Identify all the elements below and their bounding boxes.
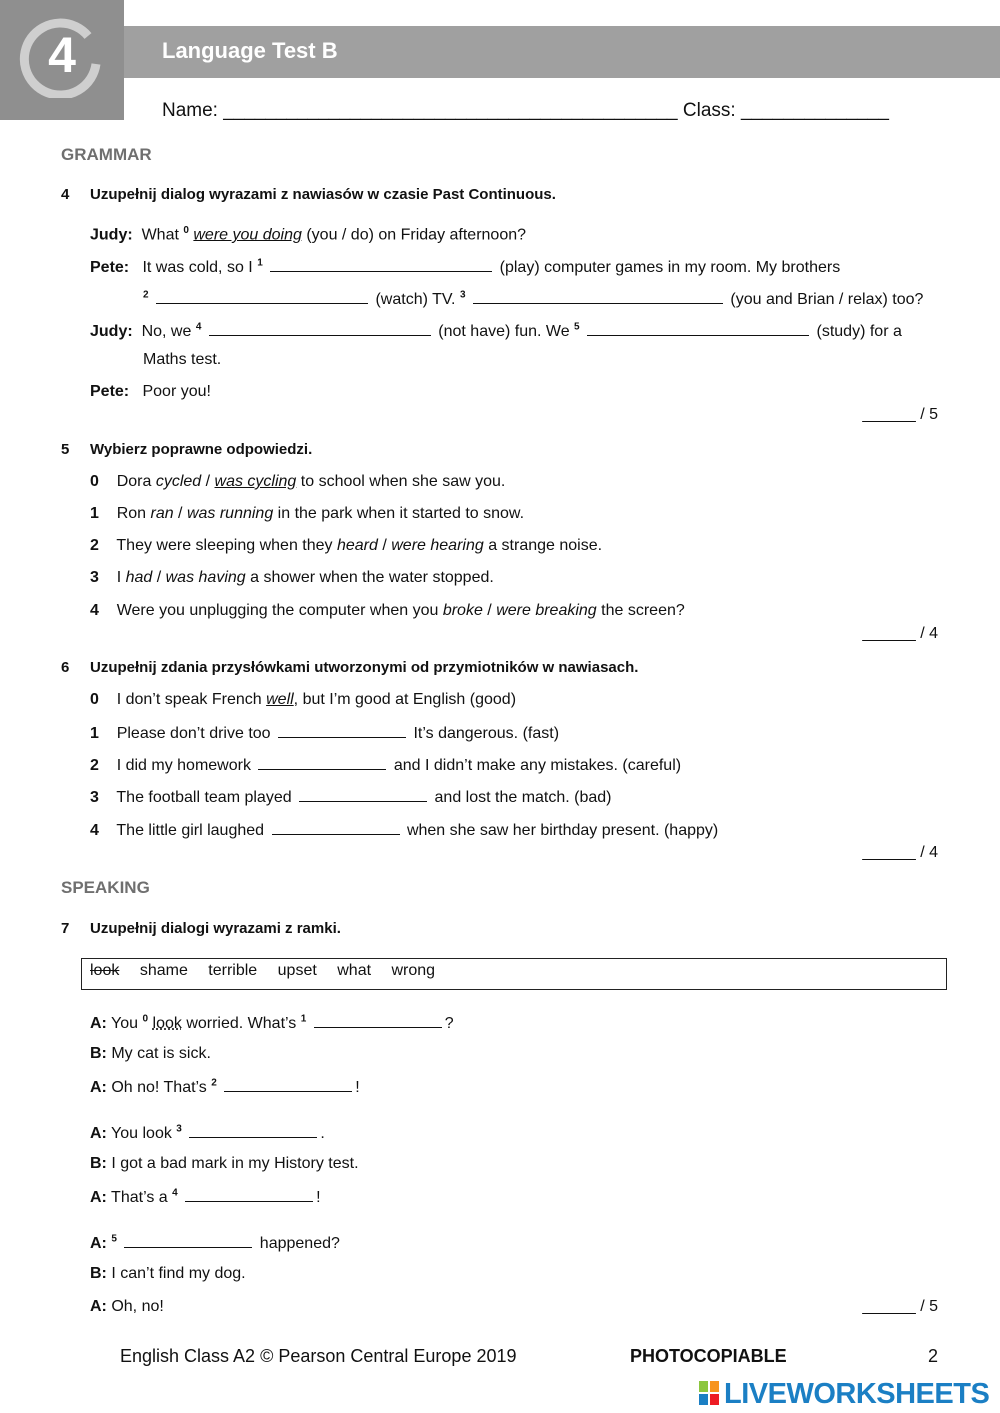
speaker: Judy:: [90, 323, 133, 340]
fill-item: [90, 723, 559, 743]
answer-gap[interactable]: [156, 289, 368, 304]
text: (study) for a: [812, 323, 902, 340]
text: (not have) fun. We: [433, 323, 575, 340]
liveworksheets-logo-icon: [699, 1381, 719, 1405]
item-number: 2: [90, 537, 99, 554]
page-title: Language Test B: [162, 38, 338, 63]
answer-gap[interactable]: [209, 321, 431, 336]
text: (watch) TV.: [371, 291, 460, 308]
option-b[interactable]: was cycling: [214, 473, 297, 490]
speaker: B:: [90, 1155, 107, 1172]
text: Were you unplugging the computer when you: [116, 602, 443, 619]
question-instruction: Wybierz poprawne odpowiedzi.: [90, 441, 313, 458]
question-instruction: Uzupełnij dialogi wyrazami z ramki.: [90, 920, 341, 937]
class-label: Class:: [682, 100, 736, 121]
dialog-line: [90, 1077, 360, 1097]
speaker: B:: [90, 1045, 107, 1062]
text: the screen?: [596, 602, 685, 619]
separator: /: [201, 473, 215, 490]
choice-item: [90, 473, 505, 491]
dialog-line: [90, 321, 902, 341]
footer-copyright: English Class A2 © Pearson Central Europe 2019: [120, 1346, 517, 1366]
item-number: 4: [90, 602, 99, 619]
fill-item: [90, 691, 516, 709]
example-answer: well: [266, 691, 294, 708]
score-field: ______ / 5: [862, 1298, 938, 1315]
answer-gap[interactable]: [185, 1187, 313, 1202]
text: The little girl laughed: [116, 822, 269, 839]
word-list: [90, 962, 451, 980]
word-bank-item: look: [90, 962, 120, 979]
section-grammar: GRAMMAR: [61, 145, 152, 164]
gap-number: 2: [143, 289, 149, 301]
section-speaking: SPEAKING: [61, 878, 150, 897]
class-field[interactable]: ______________: [741, 100, 889, 121]
speaker: A:: [90, 1125, 107, 1142]
text: (play) computer games in my room. My brothers: [495, 259, 841, 276]
text: when she saw her birthday present. (happy): [402, 822, 719, 839]
text: I: [116, 569, 126, 586]
text: It’s dangerous. (fast): [409, 725, 560, 742]
speaker: Judy:: [90, 226, 133, 244]
text: The football team played: [116, 789, 297, 806]
option-a[interactable]: heard: [336, 537, 378, 554]
text: !: [316, 1189, 321, 1206]
text: What: [141, 226, 184, 244]
dialog-line: [90, 1265, 246, 1283]
text: They were sleeping when they: [116, 537, 337, 554]
dialog-line: [90, 1013, 454, 1033]
text: a strange noise.: [483, 537, 603, 554]
text: (you / do) on Friday afternoon?: [301, 226, 527, 244]
gap-number: 2: [211, 1077, 217, 1089]
word-bank-item: wrong: [391, 962, 436, 979]
text: Dora: [116, 473, 156, 490]
gap-number: 4: [195, 321, 202, 333]
answer-gap[interactable]: [278, 723, 406, 738]
answer-gap[interactable]: [473, 289, 723, 304]
dialog-line: [143, 351, 221, 369]
item-number: 2: [90, 757, 99, 774]
speaker: A:: [90, 1079, 107, 1096]
speaker: A:: [90, 1189, 107, 1206]
text: and I didn’t make any mistakes. (careful): [389, 757, 682, 774]
answer-gap[interactable]: [587, 321, 809, 336]
word-bank-item: terrible: [208, 962, 258, 979]
gap-number: 0: [183, 225, 189, 236]
text: Oh, no!: [106, 1298, 164, 1315]
text: That’s a: [106, 1189, 173, 1206]
gap-number: 5: [111, 1233, 117, 1245]
text: I can’t find my dog.: [106, 1265, 246, 1282]
answer-gap[interactable]: [314, 1013, 442, 1028]
text: , but I’m good at English (good): [293, 691, 517, 708]
text: Maths test.: [143, 351, 222, 368]
text: Ron: [116, 505, 151, 522]
answer-gap[interactable]: [299, 787, 427, 802]
item-number: 3: [90, 569, 99, 586]
text: .: [320, 1125, 325, 1142]
text: in the park when it started to snow.: [273, 505, 525, 522]
speaker: B:: [90, 1265, 107, 1282]
unit-number: 4: [48, 27, 76, 83]
word-bank-item: what: [337, 962, 372, 979]
text: and lost the match. (bad): [430, 789, 612, 806]
choice-item: [90, 569, 494, 587]
text: ?: [444, 1015, 454, 1032]
text: You look: [106, 1125, 177, 1142]
text: Oh no! That’s: [106, 1079, 212, 1096]
item-number: 0: [90, 691, 99, 708]
question-number: 4: [61, 186, 70, 203]
text: !: [355, 1079, 360, 1096]
question-number: 7: [61, 920, 70, 937]
item-number: 0: [90, 473, 99, 490]
gap-number: 4: [172, 1187, 178, 1199]
text: You: [106, 1015, 143, 1032]
dialog-line: [90, 1298, 164, 1316]
text: (you and Brian / relax) too?: [725, 291, 924, 308]
gap-number: 3: [459, 289, 466, 301]
option-a[interactable]: broke: [442, 602, 483, 619]
separator: /: [152, 569, 166, 586]
answer-gap[interactable]: [224, 1077, 352, 1092]
speaker: A:: [90, 1298, 107, 1315]
text: No, we: [141, 323, 196, 340]
answer-gap[interactable]: [189, 1123, 317, 1138]
text: I did my homework: [116, 757, 256, 774]
speaker: A:: [90, 1015, 107, 1032]
dialog-line: [90, 1045, 211, 1063]
word-bank-item: upset: [277, 962, 317, 979]
fill-item: [90, 820, 718, 840]
option-b[interactable]: were hearing: [391, 537, 484, 554]
text: happened?: [255, 1235, 340, 1252]
speaker: Pete:: [90, 259, 130, 276]
dialog-line: [90, 1123, 325, 1143]
fill-item: [90, 755, 681, 775]
dialog-line: [90, 1155, 359, 1173]
score-field: ______ / 4: [862, 844, 938, 861]
text: Please don’t drive too: [116, 725, 276, 742]
speaker: A:: [90, 1235, 107, 1252]
text: worried. What’s: [181, 1015, 301, 1032]
question-instruction: Uzupełnij zdania przysłówkami utworzonymi od przymiotników w nawiasach.: [90, 659, 639, 676]
gap-number: 5: [574, 321, 580, 333]
text: a shower when the water stopped.: [245, 569, 494, 586]
dialog-line: [90, 1233, 340, 1253]
dialog-line: [90, 257, 840, 277]
item-number: 1: [90, 505, 99, 522]
separator: /: [173, 505, 187, 522]
option-a[interactable]: cycled: [155, 473, 202, 490]
option-b[interactable]: was having: [165, 569, 246, 586]
choice-item: [90, 602, 685, 620]
gap-number: 1: [300, 1013, 307, 1025]
option-a[interactable]: had: [125, 569, 153, 586]
item-number: 4: [90, 822, 99, 839]
speaker: Pete:: [90, 383, 130, 400]
question-number: 5: [61, 441, 70, 458]
footer-photocopiable: PHOTOCOPIABLE: [630, 1346, 787, 1366]
option-b[interactable]: were breaking: [496, 602, 597, 619]
gap-number: 0: [142, 1013, 149, 1025]
gap-number: 3: [176, 1123, 182, 1135]
name-label: Name:: [162, 100, 218, 121]
answer-gap[interactable]: [258, 755, 386, 770]
text: I got a bad mark in my History test.: [106, 1155, 359, 1172]
name-field[interactable]: ___________________________________________: [223, 100, 678, 121]
question-instruction: Uzupełnij dialog wyrazami z nawiasów w czasie Past Continuous.: [90, 186, 556, 203]
footer-page-number: 2: [928, 1346, 939, 1366]
example-answer: were you doing: [193, 226, 302, 244]
dialog-line: [90, 383, 211, 401]
fill-item: [90, 787, 612, 807]
dialog-line: [90, 225, 526, 244]
answer-gap[interactable]: [270, 257, 492, 272]
answer-gap[interactable]: [124, 1233, 252, 1248]
word-bank-item: shame: [139, 962, 188, 979]
score-field: ______ / 4: [862, 625, 938, 642]
score-field: ______ / 5: [862, 406, 938, 423]
name-class-line: [162, 100, 889, 122]
text: My cat is sick.: [106, 1045, 211, 1062]
item-number: 3: [90, 789, 99, 806]
gap-number: 1: [257, 257, 263, 269]
separator: /: [482, 602, 497, 619]
question-number: 6: [61, 659, 70, 676]
example-answer: look: [152, 1015, 182, 1032]
choice-item: [90, 537, 602, 555]
separator: /: [377, 537, 392, 554]
text: I don’t speak French: [116, 691, 267, 708]
choice-item: [90, 505, 524, 523]
dialog-line: [90, 1187, 321, 1207]
option-a[interactable]: ran: [150, 505, 174, 522]
text: to school when she saw you.: [296, 473, 506, 490]
text: Poor you!: [142, 383, 211, 400]
option-b[interactable]: was running: [186, 505, 274, 522]
item-number: 1: [90, 725, 99, 742]
dialog-line: [143, 289, 923, 309]
text: It was cold, so I: [142, 259, 258, 276]
liveworksheets-logo[interactable]: LIVEWORKSHEETS: [724, 1378, 990, 1410]
answer-gap[interactable]: [272, 820, 400, 835]
